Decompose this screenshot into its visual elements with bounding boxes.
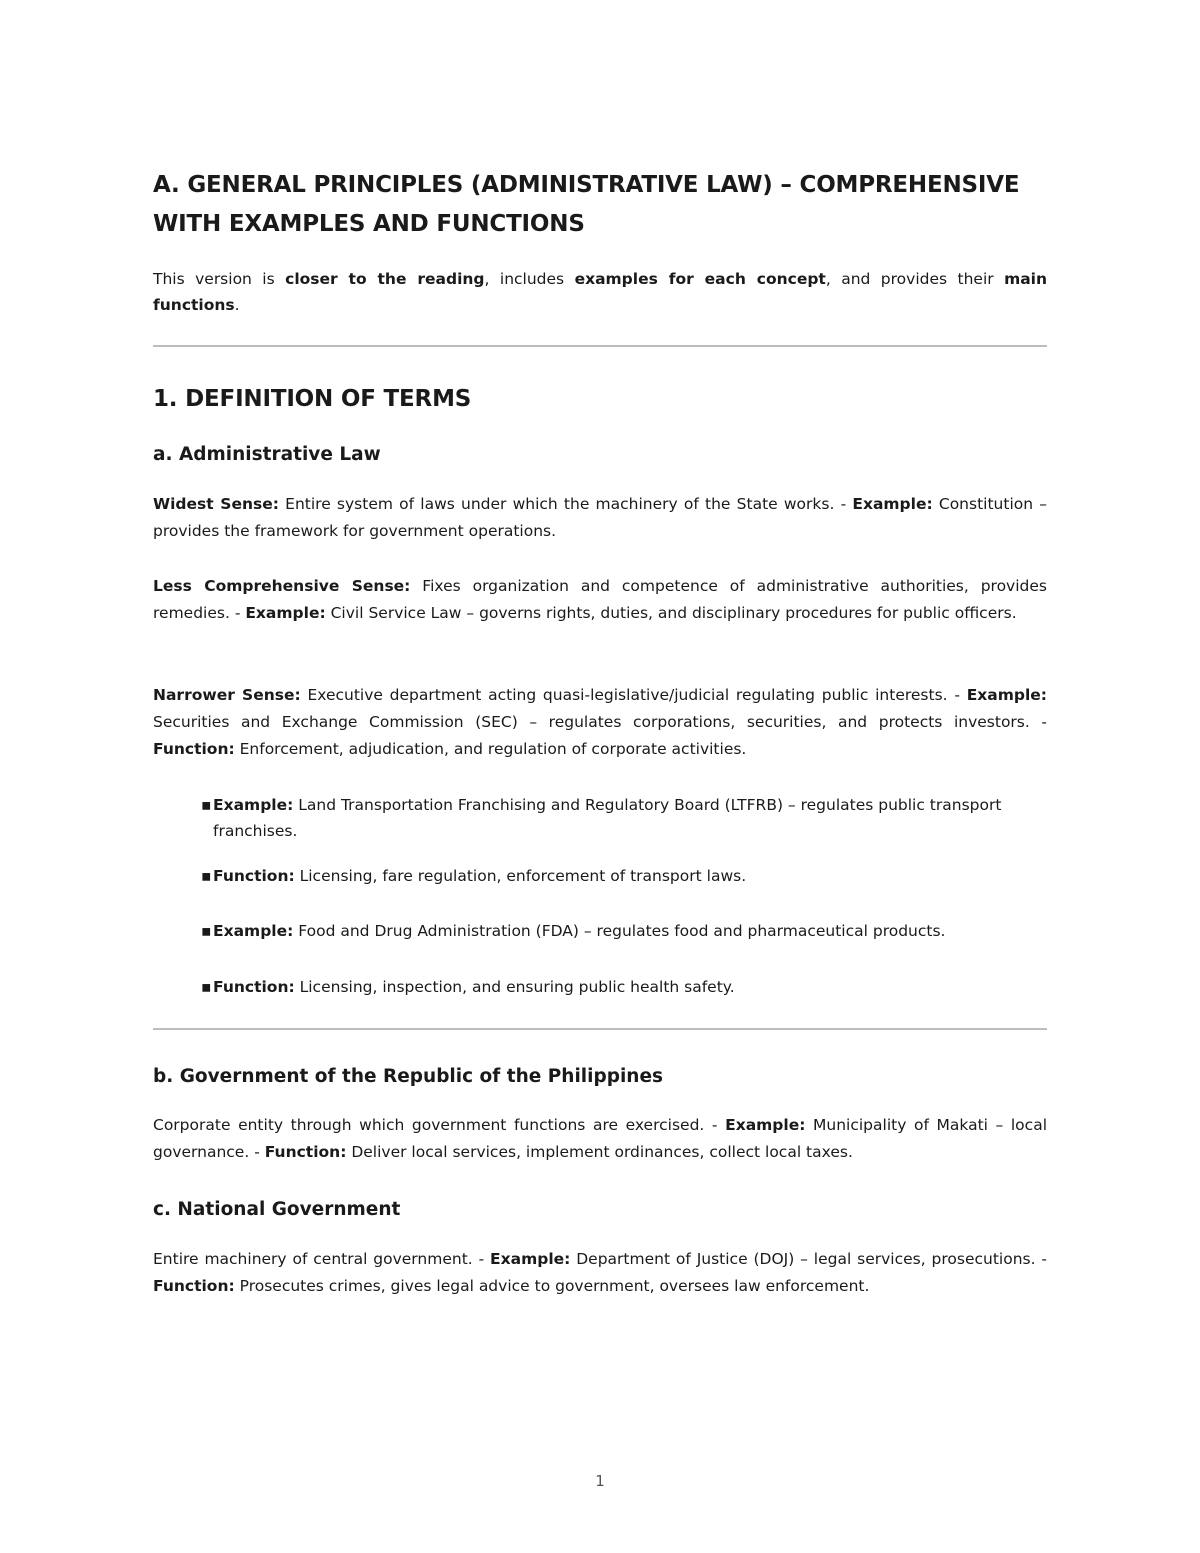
bullet-icon: ▪ [201, 922, 212, 940]
list-item [201, 918, 1053, 944]
function-label: Function: [153, 1277, 235, 1295]
bullet-label: Function: [213, 978, 295, 996]
example-text: Department of Justice (DOJ) – legal services, prosecutions. - [570, 1250, 1047, 1268]
document-title: A. GENERAL PRINCIPLES (ADMINISTRATIVE LAW) – COMPREHENSIVE WITH EXAMPLES AND FUNCTIONS [153, 172, 1020, 237]
intro-text: , and provides their [825, 270, 1005, 288]
example-label: Example: [725, 1116, 806, 1134]
widest-sense-paragraph [153, 491, 1047, 545]
example-label: Example: [852, 495, 933, 513]
list-item [201, 974, 1013, 1000]
section-heading: 1. DEFINITION OF TERMS [153, 386, 472, 412]
narrower-sense-paragraph [153, 682, 1047, 763]
page-number: 1 [595, 1472, 605, 1490]
term-label: Narrower Sense: [153, 686, 301, 704]
bullet-text: Land Transportation Franchising and Regulatory Board (LTFRB) – regulates public transport franchises. [213, 796, 1002, 840]
function-label: Function: [153, 740, 235, 758]
term-label: Widest Sense: [153, 495, 279, 513]
bullet-label: Function: [213, 867, 295, 885]
function-text: Prosecutes crimes, gives legal advice to government, oversees law enforcement. [234, 1277, 870, 1295]
list-item [201, 792, 1013, 844]
less-comprehensive-paragraph [153, 573, 1047, 627]
subsection-heading-national-government: c. National Government [153, 1199, 401, 1220]
horizontal-divider [153, 345, 1047, 347]
national-government-paragraph [153, 1246, 1047, 1300]
bullet-icon: ▪ [201, 867, 212, 885]
bullet-label: Example: [213, 796, 294, 814]
subsection-heading-administrative-law: a. Administrative Law [153, 444, 381, 465]
example-text: Securities and Exchange Commission (SEC) – regulates corporations, securities, and protects investors. - [153, 713, 1047, 731]
function-label: Function: [264, 1143, 347, 1161]
intro-text: , includes [484, 270, 575, 288]
bullet-icon: ▪ [201, 796, 212, 814]
intro-emphasis: examples for each concept [574, 270, 826, 288]
government-paragraph [153, 1112, 1047, 1166]
intro-emphasis: closer to the reading [285, 270, 485, 288]
function-text: Enforcement, adjudication, and regulation of corporate activities. [234, 740, 747, 758]
term-label: Less Comprehensive Sense: [153, 577, 411, 595]
bullet-icon: ▪ [201, 978, 212, 996]
term-text: Corporate entity through which government functions are exercised. - [153, 1116, 726, 1134]
example-text: Municipality of Makati – local governance. - [153, 1116, 1047, 1161]
term-text: Executive department acting quasi-legislative/judicial regulating public interests. - [300, 686, 967, 704]
intro-paragraph [153, 266, 1047, 318]
example-label: Example: [966, 686, 1048, 704]
bullet-label: Example: [213, 922, 294, 940]
intro-emphasis: main functions [153, 270, 1048, 314]
bullet-text: Licensing, inspection, and ensuring public health safety. [294, 978, 735, 996]
example-label: Example: [490, 1250, 571, 1268]
bullet-text: Licensing, fare regulation, enforcement of transport laws. [294, 867, 747, 885]
example-text: Constitution – provides the framework for government operations. [153, 495, 1047, 540]
term-text: Entire machinery of central government. - [153, 1250, 491, 1268]
intro-text: This version is [153, 270, 286, 288]
term-text: Fixes organization and competence of administrative authorities, provides remedies. - [153, 577, 1047, 622]
intro-text: . [234, 296, 240, 314]
example-text: Civil Service Law – governs rights, duties, and disciplinary procedures for public officers. [325, 604, 1017, 622]
list-item [201, 863, 1013, 889]
function-text: Deliver local services, implement ordinances, collect local taxes. [346, 1143, 853, 1161]
example-label: Example: [245, 604, 326, 622]
subsection-heading-government: b. Government of the Republic of the Philippines [153, 1066, 664, 1087]
horizontal-divider [153, 1028, 1047, 1030]
term-text: Entire system of laws under which the machinery of the State works. - [278, 495, 853, 513]
bullet-text: Food and Drug Administration (FDA) – regulates food and pharmaceutical products. [293, 922, 946, 940]
